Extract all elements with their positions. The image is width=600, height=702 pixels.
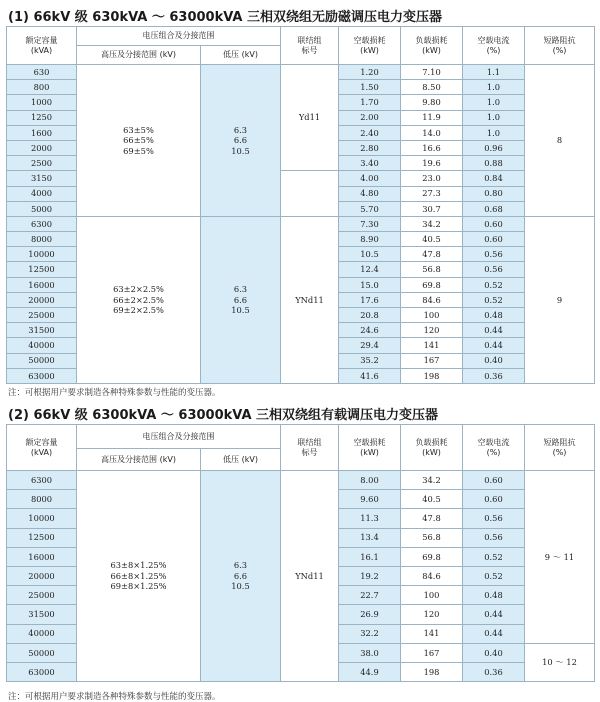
cell-load-loss: 30.7 [401, 201, 463, 216]
cell-load-loss: 34.2 [401, 471, 463, 490]
cell-lv-line: 6.3 [233, 560, 248, 571]
header-impedance: 短路阻抗 (%) [525, 27, 595, 65]
cell-load-loss: 47.8 [401, 509, 463, 528]
header-hv: 高压及分接范围 (kV) [77, 46, 201, 65]
header-vector-group: 联结组 标号 [281, 425, 339, 471]
cell-load-loss: 100 [401, 308, 463, 323]
cell-load-loss: 120 [401, 605, 463, 624]
table-row [7, 65, 595, 80]
cell-capacity: 63000 [7, 662, 77, 681]
cell-noload-current: 1.0 [463, 80, 525, 95]
cell-noload-loss: 8.00 [339, 471, 401, 490]
cell-noload-current: 0.52 [463, 292, 525, 307]
cell-capacity: 1000 [7, 95, 77, 110]
header-lv: 低压 (kV) [201, 449, 281, 471]
cell-capacity: 40000 [7, 338, 77, 353]
cell-noload-current: 0.56 [463, 509, 525, 528]
cell-hv-range-line: 69±2×2.5% [113, 305, 164, 316]
cell-noload-loss: 17.6 [339, 292, 401, 307]
cell-noload-loss: 1.70 [339, 95, 401, 110]
cell-noload-current: 1.1 [463, 65, 525, 80]
cell-hv-range-line: 66±5% [123, 135, 154, 146]
cell-capacity: 3150 [7, 171, 77, 186]
cell-capacity: 50000 [7, 643, 77, 662]
cell-noload-loss: 5.70 [339, 201, 401, 216]
cell-noload-current: 0.48 [463, 586, 525, 605]
header-noload-loss: 空载损耗 (kW) [339, 27, 401, 65]
header-load-loss: 负载损耗 (kW) [401, 27, 463, 65]
cell-load-loss: 9.80 [401, 95, 463, 110]
cell-noload-loss: 44.9 [339, 662, 401, 681]
cell-noload-loss: 38.0 [339, 643, 401, 662]
cell-load-loss: 47.8 [401, 247, 463, 262]
section1-note: 注：可根据用户要求制造各种特殊参数与性能的变压器。 [8, 388, 221, 398]
cell-noload-loss: 29.4 [339, 338, 401, 353]
cell-hv-range [77, 65, 201, 217]
cell-noload-current: 0.40 [463, 353, 525, 368]
cell-noload-current: 0.56 [463, 262, 525, 277]
cell-hv-range-line: 69±8×1.25% [110, 581, 167, 592]
header-capacity: 额定容量 (kVA) [7, 425, 77, 471]
cell-noload-current: 0.56 [463, 247, 525, 262]
cell-hv-range-line: 63±5% [123, 124, 154, 135]
cell-load-loss: 141 [401, 338, 463, 353]
cell-capacity: 20000 [7, 566, 77, 585]
header-noload-loss: 空载损耗 (kW) [339, 425, 401, 471]
cell-hv-range [77, 471, 201, 682]
cell-noload-loss: 9.60 [339, 490, 401, 509]
cell-noload-loss: 13.4 [339, 528, 401, 547]
cell-noload-current: 0.96 [463, 140, 525, 155]
cell-capacity: 1250 [7, 110, 77, 125]
cell-noload-loss: 15.0 [339, 277, 401, 292]
cell-noload-loss: 22.7 [339, 586, 401, 605]
cell-noload-current: 0.44 [463, 338, 525, 353]
cell-noload-loss: 12.4 [339, 262, 401, 277]
cell-vector-group: Yd11 [281, 65, 339, 171]
cell-lv-line: 6.3 [233, 124, 248, 135]
cell-load-loss: 40.5 [401, 490, 463, 509]
cell-vector-group: YNd11 [281, 216, 339, 383]
cell-load-loss: 69.8 [401, 277, 463, 292]
header-load-loss: 负载损耗 (kW) [401, 425, 463, 471]
cell-noload-current: 0.52 [463, 547, 525, 566]
cell-noload-current: 1.0 [463, 95, 525, 110]
cell-capacity: 1600 [7, 125, 77, 140]
cell-capacity: 25000 [7, 586, 77, 605]
cell-noload-loss: 20.8 [339, 308, 401, 323]
cell-capacity: 20000 [7, 292, 77, 307]
cell-vector-group: YNd11 [281, 471, 339, 682]
table-row [7, 216, 595, 231]
cell-capacity: 10000 [7, 247, 77, 262]
cell-noload-loss: 16.1 [339, 547, 401, 566]
cell-load-loss: 167 [401, 643, 463, 662]
cell-capacity: 31500 [7, 605, 77, 624]
cell-noload-loss: 2.00 [339, 110, 401, 125]
cell-load-loss: 16.6 [401, 140, 463, 155]
cell-noload-current: 0.48 [463, 308, 525, 323]
header-voltage-group: 电压组合及分接范围 [77, 27, 281, 46]
cell-capacity: 8000 [7, 490, 77, 509]
cell-noload-loss: 4.00 [339, 171, 401, 186]
cell-load-loss: 84.6 [401, 566, 463, 585]
cell-noload-current: 0.60 [463, 232, 525, 247]
cell-load-loss: 69.8 [401, 547, 463, 566]
cell-noload-current: 0.88 [463, 156, 525, 171]
cell-load-loss: 141 [401, 624, 463, 643]
cell-capacity: 6300 [7, 216, 77, 231]
cell-noload-current: 0.36 [463, 662, 525, 681]
section2-note: 注：可根据用户要求制造各种特殊参数与性能的变压器。 [8, 692, 221, 702]
cell-noload-current: 0.60 [463, 216, 525, 231]
header-noload-current: 空载电流 (%) [463, 27, 525, 65]
cell-capacity: 10000 [7, 509, 77, 528]
header-hv: 高压及分接范围 (kV) [77, 449, 201, 471]
header-capacity: 额定容量 (kVA) [7, 27, 77, 65]
cell-capacity: 16000 [7, 547, 77, 566]
cell-impedance: 9 [525, 216, 595, 383]
cell-capacity: 63000 [7, 368, 77, 383]
cell-load-loss: 34.2 [401, 216, 463, 231]
cell-hv-range-line: 69±5% [123, 145, 154, 156]
cell-capacity: 12500 [7, 528, 77, 547]
cell-impedance: 8 [525, 65, 595, 217]
cell-noload-current: 1.0 [463, 125, 525, 140]
header-voltage-group: 电压组合及分接范围 [77, 425, 281, 449]
cell-noload-current: 1.0 [463, 110, 525, 125]
cell-noload-loss: 19.2 [339, 566, 401, 585]
cell-lv-line: 6.6 [233, 294, 248, 305]
header-vector-group: 联结组 标号 [281, 27, 339, 65]
cell-capacity: 2000 [7, 140, 77, 155]
cell-load-loss: 19.6 [401, 156, 463, 171]
cell-capacity: 800 [7, 80, 77, 95]
cell-lv-line: 6.3 [233, 284, 248, 295]
header-impedance: 短路阻抗 (%) [525, 425, 595, 471]
cell-noload-current: 0.80 [463, 186, 525, 201]
cell-capacity: 4000 [7, 186, 77, 201]
cell-lv [201, 65, 281, 217]
cell-noload-current: 0.36 [463, 368, 525, 383]
cell-noload-loss: 8.90 [339, 232, 401, 247]
cell-hv-range-line: 66±8×1.25% [110, 570, 167, 581]
cell-noload-current: 0.60 [463, 471, 525, 490]
cell-capacity: 16000 [7, 277, 77, 292]
section2-title: (2) 66kV 级 6300kVA ～ 63000kVA 三相双绕组有载调压电力变压器 [8, 408, 439, 423]
cell-capacity: 40000 [7, 624, 77, 643]
cell-noload-loss: 3.40 [339, 156, 401, 171]
cell-lv-line: 6.6 [233, 135, 248, 146]
cell-noload-loss: 1.50 [339, 80, 401, 95]
cell-noload-current: 0.84 [463, 171, 525, 186]
cell-hv-range [77, 216, 201, 383]
table-row [7, 471, 595, 490]
cell-hv-range-line: 63±8×1.25% [110, 560, 167, 571]
table-on-load-tap-changing [6, 424, 595, 682]
cell-load-loss: 23.0 [401, 171, 463, 186]
cell-lv-line: 10.5 [231, 305, 250, 316]
cell-noload-loss: 35.2 [339, 353, 401, 368]
cell-noload-loss: 11.3 [339, 509, 401, 528]
cell-load-loss: 7.10 [401, 65, 463, 80]
header-noload-current: 空载电流 (%) [463, 425, 525, 471]
cell-capacity: 6300 [7, 471, 77, 490]
cell-capacity: 25000 [7, 308, 77, 323]
cell-load-loss: 120 [401, 323, 463, 338]
cell-noload-loss: 26.9 [339, 605, 401, 624]
cell-capacity: 630 [7, 65, 77, 80]
cell-noload-current: 0.44 [463, 323, 525, 338]
cell-hv-range-line: 66±2×2.5% [113, 294, 164, 305]
cell-noload-loss: 2.80 [339, 140, 401, 155]
cell-lv-line: 6.6 [233, 570, 248, 581]
cell-load-loss: 100 [401, 586, 463, 605]
cell-noload-current: 0.40 [463, 643, 525, 662]
cell-noload-current: 0.56 [463, 528, 525, 547]
cell-impedance: 10 ～ 12 [525, 643, 595, 681]
cell-noload-loss: 41.6 [339, 368, 401, 383]
cell-noload-current: 0.52 [463, 277, 525, 292]
cell-noload-loss: 10.5 [339, 247, 401, 262]
cell-load-loss: 8.50 [401, 80, 463, 95]
cell-lv-line: 10.5 [231, 145, 250, 156]
cell-noload-loss: 2.40 [339, 125, 401, 140]
cell-lv [201, 216, 281, 383]
cell-load-loss: 56.8 [401, 262, 463, 277]
cell-capacity: 31500 [7, 323, 77, 338]
cell-load-loss: 40.5 [401, 232, 463, 247]
cell-noload-current: 0.68 [463, 201, 525, 216]
cell-noload-loss: 7.30 [339, 216, 401, 231]
cell-noload-loss: 1.20 [339, 65, 401, 80]
cell-load-loss: 27.3 [401, 186, 463, 201]
cell-vector-group [281, 171, 339, 217]
section1-title: (1) 66kV 级 630kVA ～ 63000kVA 三相双绕组无励磁调压电力变压器 [8, 10, 443, 25]
header-lv: 低压 (kV) [201, 46, 281, 65]
cell-load-loss: 198 [401, 368, 463, 383]
cell-noload-current: 0.60 [463, 490, 525, 509]
cell-hv-range-line: 63±2×2.5% [113, 284, 164, 295]
cell-lv-line: 10.5 [231, 581, 250, 592]
cell-noload-current: 0.52 [463, 566, 525, 585]
cell-load-loss: 14.0 [401, 125, 463, 140]
cell-noload-current: 0.44 [463, 624, 525, 643]
cell-noload-current: 0.44 [463, 605, 525, 624]
cell-lv [201, 471, 281, 682]
cell-noload-loss: 4.80 [339, 186, 401, 201]
cell-capacity: 50000 [7, 353, 77, 368]
cell-load-loss: 11.9 [401, 110, 463, 125]
table-no-load-tap-changing [6, 26, 595, 384]
cell-load-loss: 198 [401, 662, 463, 681]
cell-load-loss: 84.6 [401, 292, 463, 307]
cell-noload-loss: 32.2 [339, 624, 401, 643]
cell-impedance: 9 ～ 11 [525, 471, 595, 644]
cell-capacity: 5000 [7, 201, 77, 216]
cell-noload-loss: 24.6 [339, 323, 401, 338]
cell-capacity: 12500 [7, 262, 77, 277]
cell-capacity: 8000 [7, 232, 77, 247]
cell-capacity: 2500 [7, 156, 77, 171]
cell-load-loss: 167 [401, 353, 463, 368]
cell-load-loss: 56.8 [401, 528, 463, 547]
